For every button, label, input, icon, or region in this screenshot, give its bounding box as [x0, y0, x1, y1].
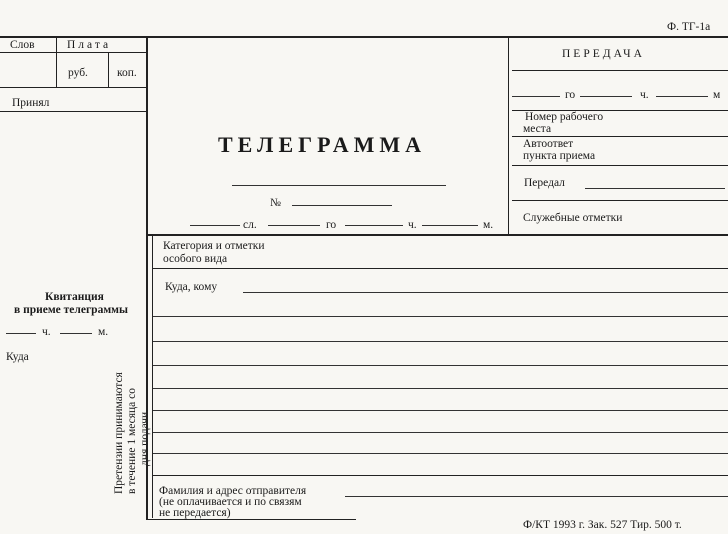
transmitted-line [512, 200, 728, 201]
receipt-title-1: Квитанция [45, 291, 104, 303]
category-line [153, 268, 728, 269]
kop-label: коп. [117, 67, 137, 79]
transmission-title-line [512, 70, 728, 71]
body-top-border [146, 234, 728, 236]
address-line-2[interactable] [153, 316, 728, 317]
left-payment-bottom-line [0, 87, 146, 88]
transmission-go-field[interactable] [512, 96, 560, 97]
print-info-footer: Ф/КТ 1993 г. Зак. 527 Тир. 500 т. [523, 519, 682, 531]
text-block-bottom-line [153, 475, 728, 476]
text-line-1[interactable] [153, 341, 728, 342]
words-label: Слов [10, 39, 35, 51]
left-header-line [0, 52, 146, 53]
claims-line-1: Претензии принимаются [113, 372, 125, 494]
go-field[interactable] [268, 225, 320, 226]
where-whom-label: Куда, кому [165, 281, 218, 293]
receipt-hour-line [6, 333, 36, 334]
workplace-label-1: Номер рабочего [525, 111, 604, 123]
left-divider-2 [108, 53, 109, 87]
workplace-label-2: места [523, 123, 552, 135]
hour-field[interactable] [345, 225, 403, 226]
payment-label: Плата [67, 39, 112, 51]
receipt-title-2: в приеме телеграммы [14, 304, 128, 316]
go-label: го [326, 219, 337, 231]
number-sign: № [270, 197, 281, 209]
sender-bottom-line [146, 519, 356, 520]
rub-label: руб. [68, 67, 88, 79]
right-block-divider [508, 37, 509, 234]
sender-label-2: (не оплачивается и по связям [159, 496, 302, 508]
left-divider-1 [56, 37, 57, 87]
receipt-ch-label: ч. [42, 326, 51, 338]
claims-line-3: дня подачи [139, 411, 151, 466]
minute-field[interactable] [422, 225, 478, 226]
accepted-label: Принял [12, 97, 50, 109]
transmission-minute-field[interactable] [656, 96, 708, 97]
service-marks-label: Служебные отметки [523, 212, 623, 224]
receipt-where-label: Куда [6, 351, 29, 363]
form-code: Ф. ТГ-1а [667, 21, 711, 33]
number-field[interactable] [292, 205, 392, 206]
claims-line-2: в течение 1 месяца со [126, 388, 138, 494]
workplace-line [512, 136, 728, 137]
title-underline [232, 185, 446, 186]
text-line-4[interactable] [153, 410, 728, 411]
receipt-minute-line [60, 333, 92, 334]
sender-label-3: не передается) [159, 507, 231, 519]
transmission-ch-label: ч. [640, 89, 649, 101]
telegram-title: ТЕЛЕГРАММА [218, 132, 427, 157]
text-line-2[interactable] [153, 365, 728, 366]
text-line-5[interactable] [153, 432, 728, 433]
transmitted-label: Передал [524, 177, 565, 189]
category-label-1: Категория и отметки [163, 240, 265, 252]
words-count-field[interactable] [190, 225, 240, 226]
ch-label: ч. [408, 219, 417, 231]
m-label: м. [483, 219, 494, 231]
sender-label-1: Фамилия и адрес отправителя [159, 485, 307, 497]
transmission-hour-field[interactable] [580, 96, 632, 97]
transmitted-field[interactable] [585, 188, 725, 189]
category-label-2: особого вида [163, 253, 228, 265]
text-line-6[interactable] [153, 453, 728, 454]
address-line-1[interactable] [243, 292, 728, 293]
autoanswer-label-1: Автоответ [523, 138, 574, 150]
sl-label: сл. [243, 219, 257, 231]
left-main-divider [146, 37, 148, 519]
text-line-3[interactable] [153, 388, 728, 389]
sender-field-1[interactable] [345, 496, 728, 497]
transmission-title: ПЕРЕДАЧА [562, 48, 645, 60]
receipt-m-label: м. [98, 326, 109, 338]
transmission-m-label: м [713, 89, 721, 101]
autoanswer-label-2: пункта приема [523, 150, 596, 162]
accepted-line [0, 111, 146, 112]
top-border [0, 36, 728, 38]
transmission-go-label: го [565, 89, 576, 101]
autoanswer-line [512, 165, 728, 166]
